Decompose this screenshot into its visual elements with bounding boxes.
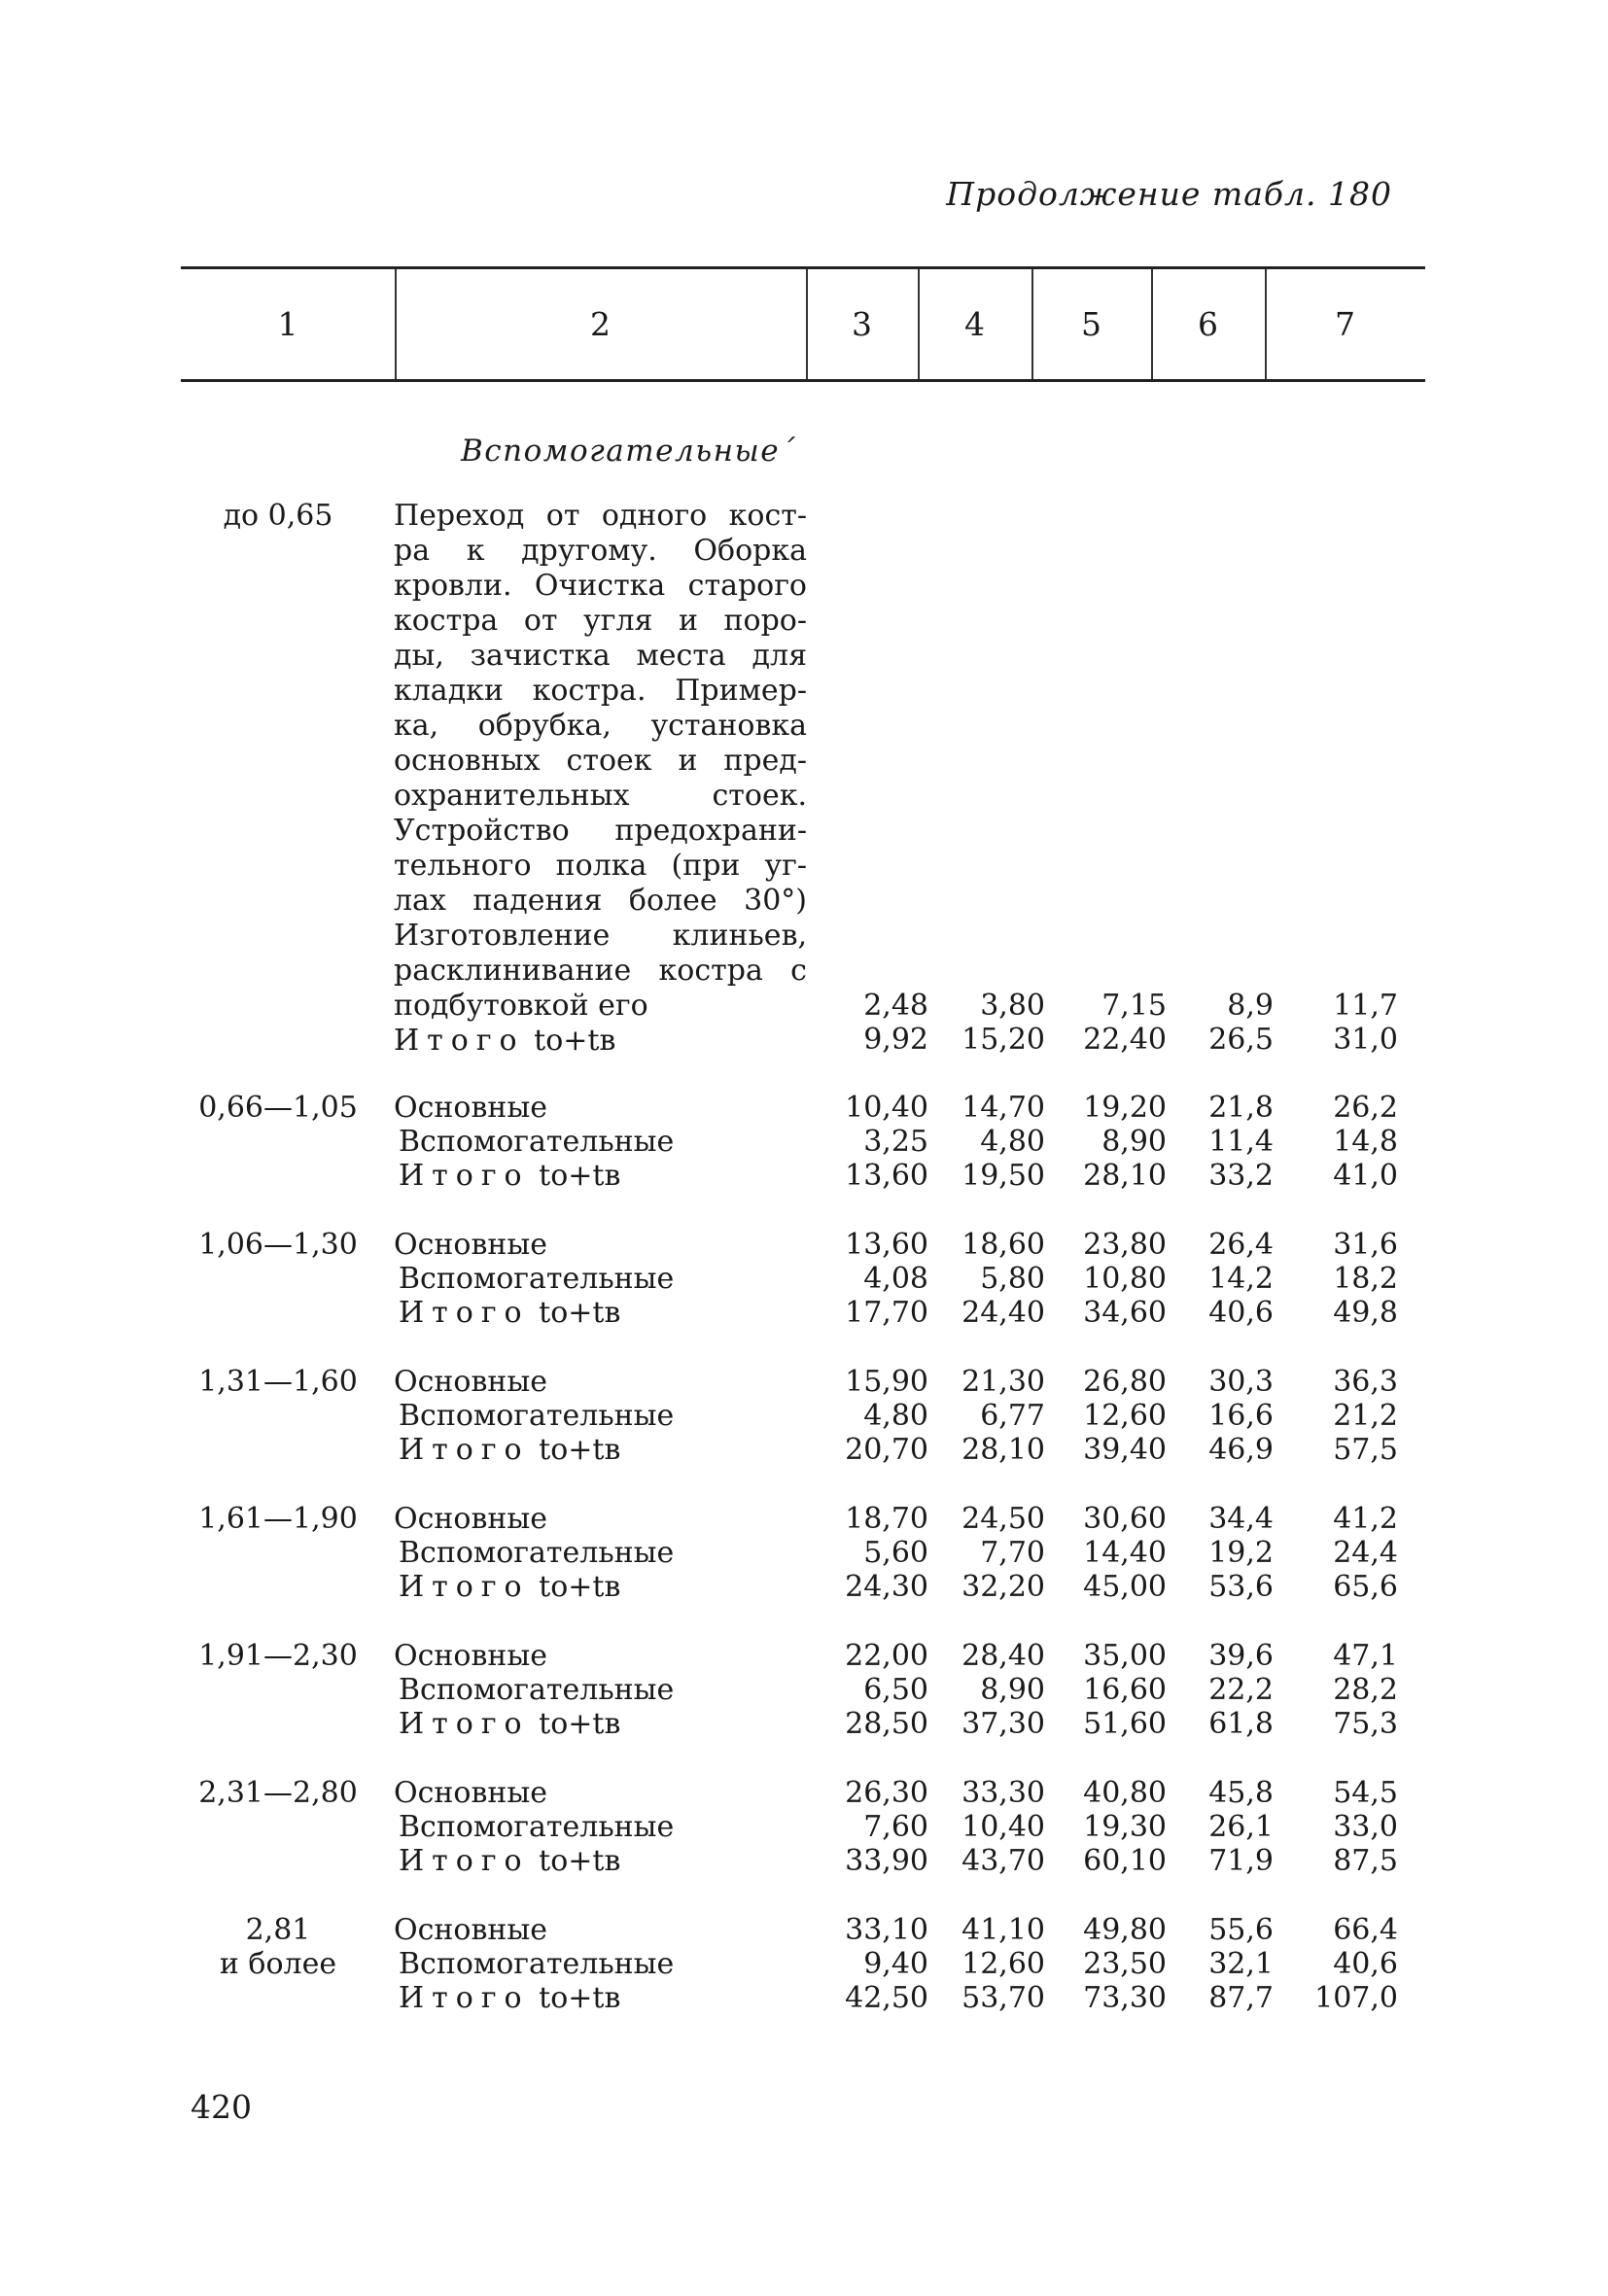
value-cell: 41,0 [1333,1159,1398,1193]
value-cell: 30,60 [1083,1502,1167,1536]
value-cell: 45,8 [1208,1776,1274,1810]
value-cell: 7,15 [1101,989,1167,1023]
value-cell: 9,92 [863,1023,928,1057]
value-cell: 23,80 [1083,1228,1167,1262]
total-row-label: Итого tо+tв [399,1296,621,1330]
value-cell: 87,5 [1333,1844,1398,1878]
value-cell: 28,10 [961,1433,1045,1467]
value-cell: 36,3 [1333,1365,1398,1399]
row-label: Основные [394,1913,547,1947]
total-row-label: Итого tо+tв [399,1707,621,1741]
value-cell: 71,9 [1208,1844,1274,1878]
row-label: Вспомогательные [399,1399,675,1433]
value-cell: 10,80 [1083,1262,1167,1296]
value-cell: 12,60 [1083,1399,1167,1433]
value-cell: 43,70 [961,1844,1045,1878]
value-cell: 75,3 [1333,1707,1398,1741]
value-cell: 6,50 [863,1673,928,1707]
row-label: Основные [394,1502,547,1536]
row-label: Основные [394,1091,547,1125]
value-cell: 28,40 [961,1639,1045,1673]
value-cell: 47,1 [1333,1639,1398,1673]
value-cell: 18,60 [961,1228,1045,1262]
value-cell: 21,2 [1333,1399,1398,1433]
range-label: 1,31—1,60 [198,1365,358,1399]
total-row-label: Итого tо+tв [399,1159,621,1193]
range-label: 1,61—1,90 [198,1502,358,1536]
table-header [181,269,1425,379]
value-cell: 40,6 [1333,1947,1398,1981]
value-cell: 21,30 [961,1365,1045,1399]
value-cell: 16,6 [1208,1399,1274,1433]
value-cell: 10,40 [961,1810,1045,1844]
value-cell: 20,70 [845,1433,928,1467]
value-cell: 41,10 [961,1913,1045,1947]
value-cell: 11,7 [1333,989,1398,1023]
value-cell: 4,08 [863,1262,928,1296]
value-cell: 34,60 [1083,1296,1167,1330]
value-cell: 46,9 [1208,1433,1274,1467]
value-cell: 14,2 [1208,1262,1274,1296]
header-col-1: 1 [277,305,298,343]
page-number: 420 [191,2088,252,2126]
value-cell: 14,8 [1333,1125,1398,1159]
description-line: расклинивание костра с [394,954,807,988]
value-cell: 14,70 [961,1091,1045,1125]
header-col-6: 6 [1198,305,1218,343]
range-label: 0,66—1,05 [198,1091,358,1125]
value-cell: 19,30 [1083,1810,1167,1844]
value-cell: 40,80 [1083,1776,1167,1810]
value-cell: 32,20 [961,1570,1045,1604]
value-cell: 26,2 [1333,1091,1398,1125]
value-cell: 6,77 [980,1399,1045,1433]
value-cell: 15,90 [845,1365,928,1399]
row-label: Вспомогательные [399,1125,675,1159]
value-cell: 4,80 [980,1125,1045,1159]
header-col-7: 7 [1335,305,1355,343]
value-cell: 17,70 [845,1296,928,1330]
value-cell: 73,30 [1083,1981,1167,2015]
value-cell: 55,6 [1208,1913,1274,1947]
value-cell: 11,4 [1208,1125,1274,1159]
value-cell: 12,60 [961,1947,1045,1981]
value-cell: 65,6 [1333,1570,1398,1604]
header-col-2: 2 [590,305,611,343]
value-cell: 24,50 [961,1502,1045,1536]
value-cell: 51,60 [1083,1707,1167,1741]
value-cell: 60,10 [1083,1844,1167,1878]
value-cell: 24,4 [1333,1536,1398,1570]
description-line: ды, зачистка места для [394,639,807,673]
row-label: Вспомогательные [399,1947,675,1981]
value-cell: 10,40 [845,1091,928,1125]
value-cell: 14,40 [1083,1536,1167,1570]
header-bottom-rule [181,379,1425,382]
total-row-label: Итого tо+tв [399,1981,621,2015]
value-cell: 66,4 [1333,1913,1398,1947]
description-line: костра от угля и поро- [394,604,807,638]
value-cell: 8,90 [1101,1125,1167,1159]
value-cell: 19,50 [961,1159,1045,1193]
value-cell: 53,6 [1208,1570,1274,1604]
value-cell: 13,60 [845,1159,928,1193]
description-line: Устройство предохрани- [394,814,807,848]
header-col-4: 4 [964,305,985,343]
value-cell: 54,5 [1333,1776,1398,1810]
description-line: ра к другому. Оборка [394,534,807,568]
value-cell: 26,30 [845,1776,928,1810]
value-cell: 21,8 [1208,1091,1274,1125]
value-cell: 22,00 [845,1639,928,1673]
value-cell: 9,40 [863,1947,928,1981]
range-label: до 0,65 [223,499,333,533]
value-cell: 8,90 [980,1673,1045,1707]
value-cell: 24,40 [961,1296,1045,1330]
value-cell: 34,4 [1208,1502,1274,1536]
row-label: Основные [394,1228,547,1262]
value-cell: 16,60 [1083,1673,1167,1707]
value-cell: 31,6 [1333,1228,1398,1262]
description-line: кровли. Очистка старого [394,569,807,603]
value-cell: 5,60 [863,1536,928,1570]
total-row-label: Итого tо+tв [399,1570,621,1604]
table-caption: Продолжение табл. 180 [946,175,1392,213]
total-row-label: Итого tо+tв [399,1844,621,1878]
value-cell: 53,70 [961,1981,1045,2015]
value-cell: 61,8 [1208,1707,1274,1741]
value-cell: 18,70 [845,1502,928,1536]
value-cell: 87,7 [1208,1981,1274,2015]
description-line: охранительных стоек. [394,779,807,813]
operation-description [394,499,807,1059]
value-cell: 23,50 [1083,1947,1167,1981]
value-cell: 40,6 [1208,1296,1274,1330]
value-cell: 39,6 [1208,1639,1274,1673]
value-cell: 41,2 [1333,1502,1398,1536]
value-cell: 15,20 [961,1023,1045,1057]
value-cell: 39,40 [1083,1433,1167,1467]
range-label-cont: и более [219,1947,337,1981]
description-line: ка, обрубка, установка [394,709,807,743]
value-cell: 107,0 [1314,1981,1398,2015]
section-heading: Вспомогательные´ [461,434,797,469]
value-cell: 33,30 [961,1776,1045,1810]
value-cell: 33,0 [1333,1810,1398,1844]
value-cell: 3,80 [980,989,1045,1023]
description-line: основных стоек и пред- [394,744,807,778]
row-label: Вспомогательные [399,1673,675,1707]
row-label: Вспомогательные [399,1262,675,1296]
value-cell: 18,2 [1333,1262,1398,1296]
value-cell: 7,60 [863,1810,928,1844]
value-cell: 57,5 [1333,1433,1398,1467]
value-cell: 24,30 [845,1570,928,1604]
range-label: 1,91—2,30 [198,1639,358,1673]
description-line: Переход от одного кост- [394,499,807,533]
value-cell: 28,2 [1333,1673,1398,1707]
value-cell: 26,5 [1208,1023,1274,1057]
value-cell: 49,80 [1083,1913,1167,1947]
row-label: Основные [394,1639,547,1673]
value-cell: 33,10 [845,1913,928,1947]
description-line: кладки костра. Пример- [394,674,807,708]
value-cell: 33,2 [1208,1159,1274,1193]
value-cell: 28,50 [845,1707,928,1741]
value-cell: 42,50 [845,1981,928,2015]
range-label: 2,81 [245,1913,311,1947]
description-line: лах падения более 30°) [394,884,807,918]
row-label: Вспомогательные [399,1536,675,1570]
description-line: Изготовление клиньев, [394,919,807,953]
value-cell: 33,90 [845,1844,928,1878]
value-cell: 26,80 [1083,1365,1167,1399]
value-cell: 30,3 [1208,1365,1274,1399]
value-cell: 32,1 [1208,1947,1274,1981]
value-cell: 22,2 [1208,1673,1274,1707]
description-line: тельного полка (при уг- [394,849,807,883]
value-cell: 26,4 [1208,1228,1274,1262]
value-cell: 49,8 [1333,1296,1398,1330]
row-label: Основные [394,1365,547,1399]
value-cell: 19,2 [1208,1536,1274,1570]
value-cell: 8,9 [1227,989,1274,1023]
value-cell: 2,48 [863,989,928,1023]
row-label: Основные [394,1776,547,1810]
value-cell: 31,0 [1333,1023,1398,1057]
row-label: Вспомогательные [399,1810,675,1844]
value-cell: 35,00 [1083,1639,1167,1673]
header-col-3: 3 [852,305,872,343]
range-label: 1,06—1,30 [198,1228,358,1262]
range-label: 2,31—2,80 [198,1776,358,1810]
value-cell: 22,40 [1083,1023,1167,1057]
value-cell: 7,70 [980,1536,1045,1570]
value-cell: 26,1 [1208,1810,1274,1844]
value-cell: 28,10 [1083,1159,1167,1193]
total-row-label: Итого tо+tв [399,1433,621,1467]
value-cell: 4,80 [863,1399,928,1433]
total-row-label: Итого tо+tв [394,1024,616,1058]
value-cell: 37,30 [961,1707,1045,1741]
description-line: подбутовкой его [394,989,648,1023]
value-cell: 13,60 [845,1228,928,1262]
value-cell: 5,80 [980,1262,1045,1296]
value-cell: 19,20 [1083,1091,1167,1125]
value-cell: 45,00 [1083,1570,1167,1604]
header-col-5: 5 [1081,305,1101,343]
value-cell: 3,25 [863,1125,928,1159]
